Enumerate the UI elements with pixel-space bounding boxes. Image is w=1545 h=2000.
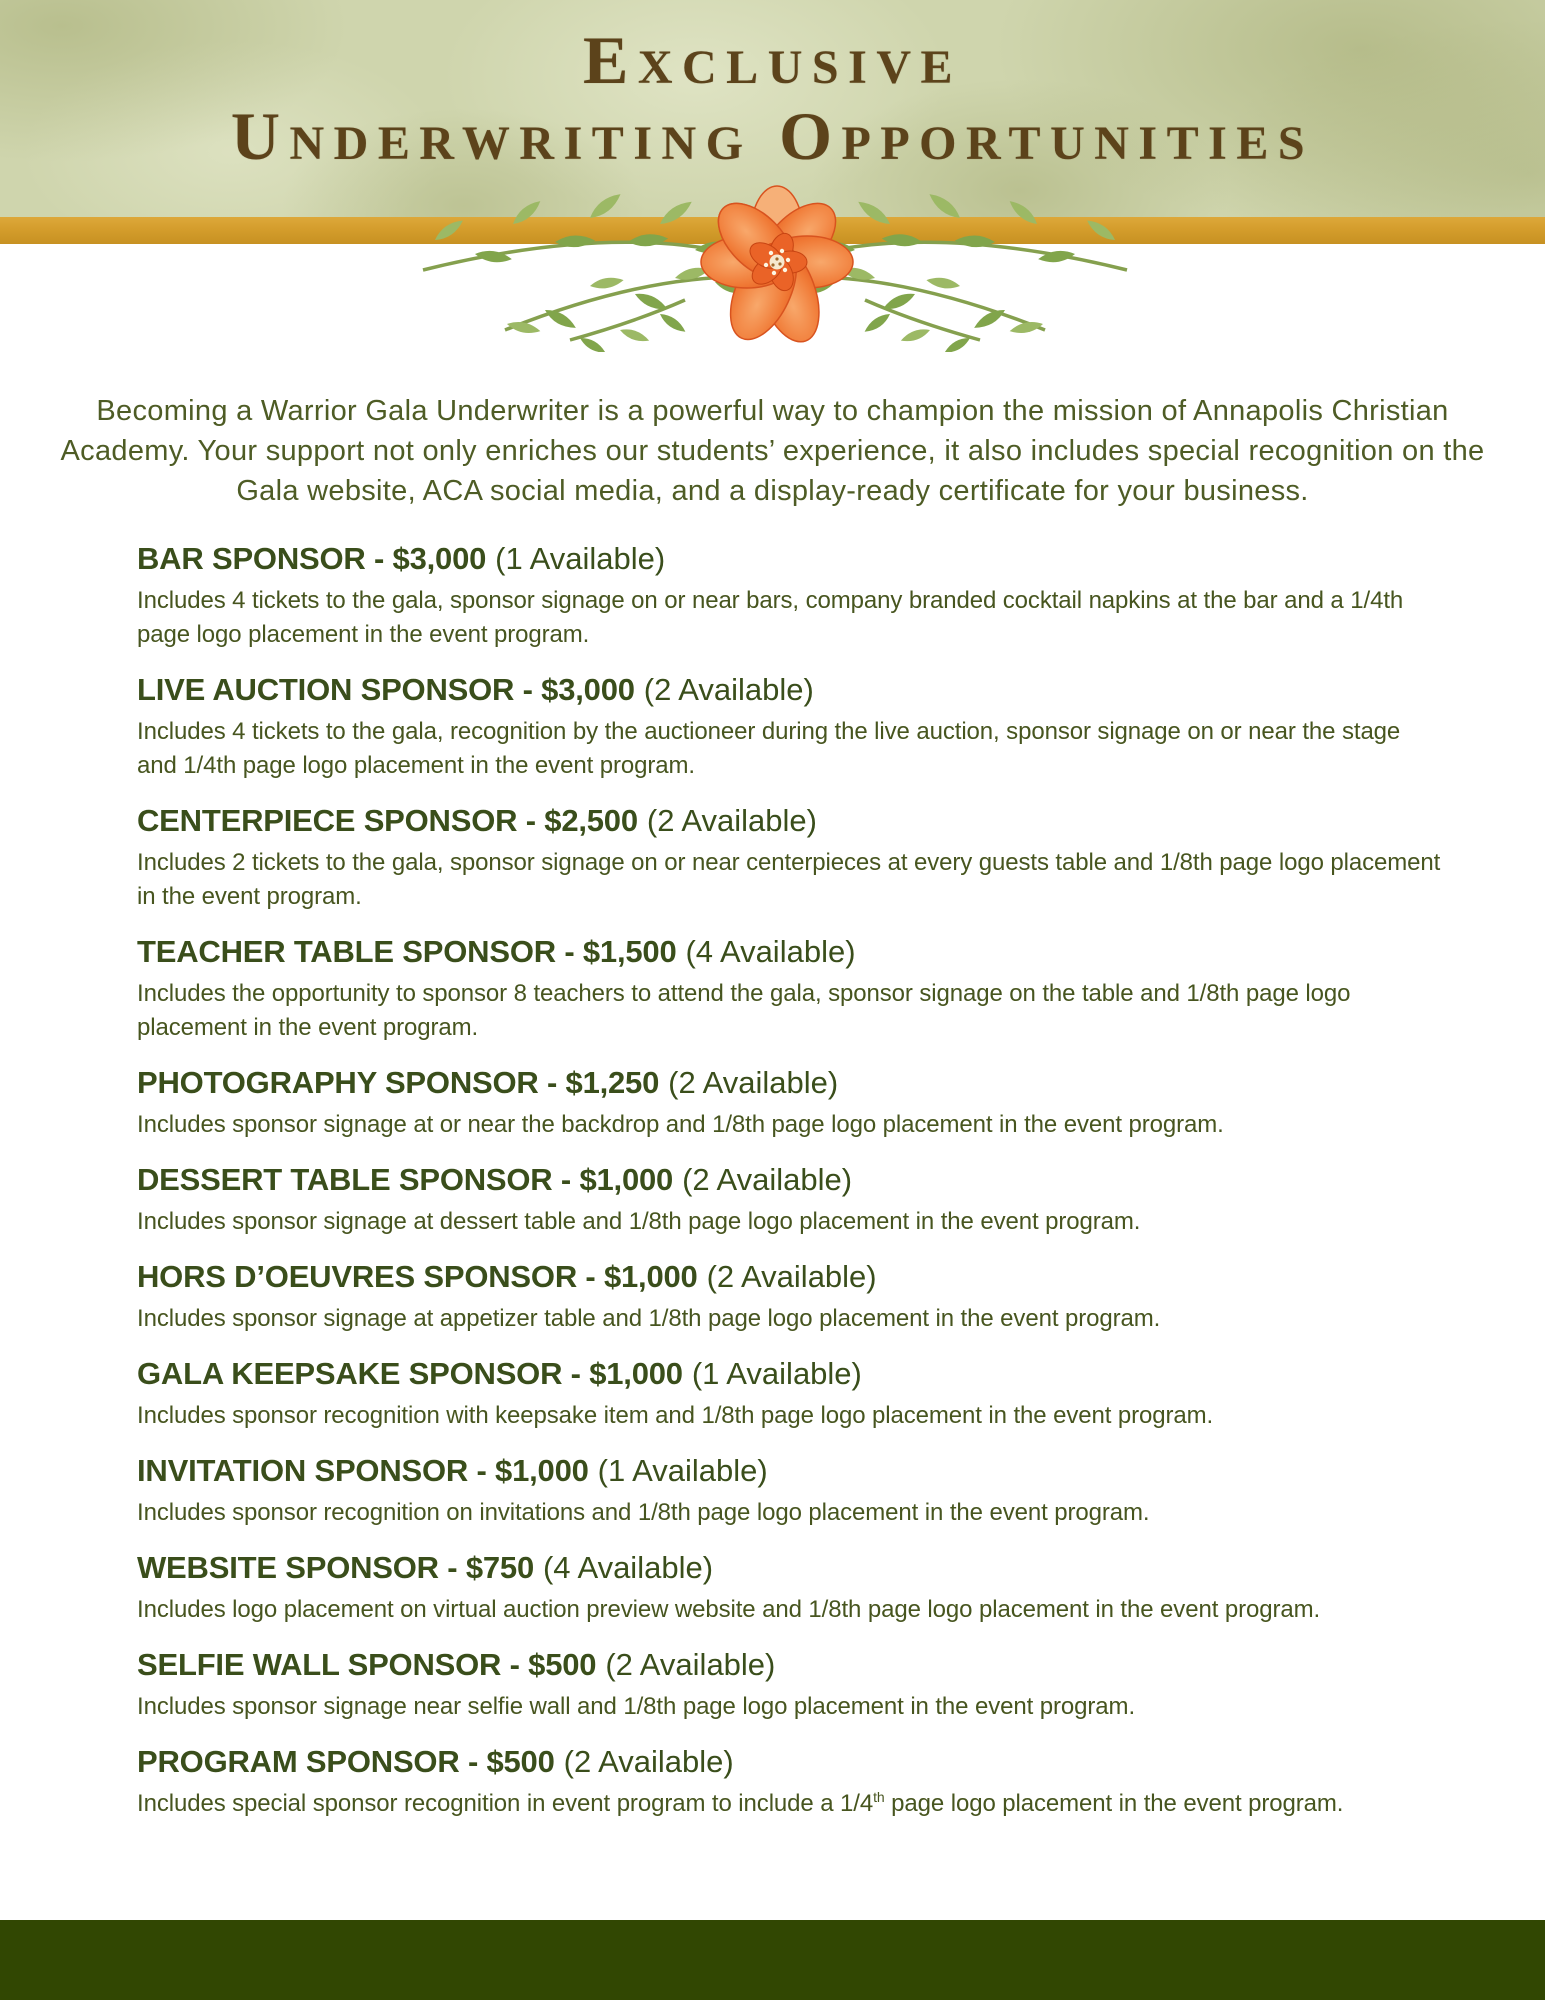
sponsor-name: GALA KEEPSAKE SPONSOR - $1,000 bbox=[137, 1356, 683, 1391]
sponsor-name: BAR SPONSOR - $3,000 bbox=[137, 541, 487, 576]
sponsor-description: Includes sponsor recognition with keepsake item and 1/8th page logo placement in the event program. bbox=[137, 1402, 1214, 1429]
sponsor-heading bbox=[137, 1548, 1445, 1588]
sponsor-availability: (2 Available) bbox=[643, 672, 814, 707]
sponsor-name: CENTERPIECE SPONSOR - $2,500 bbox=[137, 803, 638, 838]
sponsor-description: Includes 2 tickets to the gala, sponsor signage on or near centerpieces at every guests table and 1/8th page logo placement in the event program. bbox=[137, 849, 1441, 910]
sponsor-description: Includes sponsor recognition on invitations and 1/8th page logo placement in the event program. bbox=[137, 1499, 1150, 1526]
sponsor-name: DESSERT TABLE SPONSOR - $1,000 bbox=[137, 1162, 674, 1197]
sponsor-name: WEBSITE SPONSOR - $750 bbox=[137, 1550, 534, 1585]
sponsor-section-photography bbox=[137, 1063, 1445, 1142]
sponsor-heading bbox=[137, 1257, 1445, 1297]
sponsor-section-live-auction bbox=[137, 670, 1445, 783]
sponsor-name: SELFIE WALL SPONSOR - $500 bbox=[137, 1647, 597, 1682]
sponsor-availability: (2 Available) bbox=[668, 1065, 839, 1100]
sponsor-heading bbox=[137, 1063, 1445, 1103]
intro-paragraph: Becoming a Warrior Gala Underwriter is a powerful way to champion the mission of Annapolis Christian Academy. Your support not only enriches our students’ experience, it also includes special recognition on the Gala website, ACA social media, and a display-ready certificate for your business. bbox=[60, 395, 1485, 507]
floral-ornament-icon bbox=[385, 182, 1165, 352]
sponsor-section-dessert-table bbox=[137, 1160, 1445, 1239]
sponsor-section-bar bbox=[137, 539, 1445, 652]
sponsor-availability: (2 Available) bbox=[682, 1162, 853, 1197]
sponsor-description: Includes sponsor signage at appetizer table and 1/8th page logo placement in the event program. bbox=[137, 1305, 1161, 1332]
sponsor-availability: (1 Available) bbox=[495, 541, 666, 576]
sponsor-section-teacher-table bbox=[137, 932, 1445, 1045]
sponsor-name: LIVE AUCTION SPONSOR - $3,000 bbox=[137, 672, 635, 707]
sponsor-availability: (1 Available) bbox=[597, 1453, 768, 1488]
sponsor-section-centerpiece bbox=[137, 801, 1445, 914]
sponsor-description-pre: Includes special sponsor recognition in event program to include a 1/4 bbox=[137, 1790, 874, 1817]
sponsor-section-hors-doeuvres bbox=[137, 1257, 1445, 1336]
sponsor-heading bbox=[137, 801, 1445, 841]
sponsor-heading bbox=[137, 1160, 1445, 1200]
sponsor-section-website bbox=[137, 1548, 1445, 1627]
sponsor-description bbox=[137, 1787, 1445, 1821]
sponsor-heading bbox=[137, 1742, 1445, 1782]
sponsor-description: Includes sponsor signage at or near the backdrop and 1/8th page logo placement in the event program. bbox=[137, 1111, 1224, 1138]
page-title-line2: Underwriting Opportunities bbox=[230, 98, 1315, 174]
sponsor-name: PHOTOGRAPHY SPONSOR - $1,250 bbox=[137, 1065, 660, 1100]
sponsor-section-gala-keepsake bbox=[137, 1354, 1445, 1433]
sponsor-heading bbox=[137, 932, 1445, 972]
flower-icon bbox=[701, 186, 853, 350]
sponsor-name: HORS D’OEUVRES SPONSOR - $1,000 bbox=[137, 1259, 698, 1294]
sponsor-section-program bbox=[137, 1742, 1445, 1821]
sponsor-name: PROGRAM SPONSOR - $500 bbox=[137, 1744, 555, 1779]
sponsor-heading bbox=[137, 1451, 1445, 1491]
page-title-line1: Exclusive bbox=[582, 22, 963, 98]
sponsor-description: Includes the opportunity to sponsor 8 teachers to attend the gala, sponsor signage on the table and 1/8th page logo placement in the event program. bbox=[137, 980, 1351, 1041]
sponsor-description: Includes logo placement on virtual auction preview website and 1/8th page logo placement in the event program. bbox=[137, 1596, 1321, 1623]
sponsor-name: TEACHER TABLE SPONSOR - $1,500 bbox=[137, 934, 677, 969]
sponsor-name: INVITATION SPONSOR - $1,000 bbox=[137, 1453, 589, 1488]
sponsor-description-post: page logo placement in the event program. bbox=[884, 1790, 1344, 1817]
sponsor-section-selfie-wall bbox=[137, 1645, 1445, 1724]
sponsor-section-invitation bbox=[137, 1451, 1445, 1530]
sponsor-availability: (2 Available) bbox=[646, 803, 817, 838]
sponsor-availability: (2 Available) bbox=[563, 1744, 734, 1779]
sponsor-description: Includes sponsor signage near selfie wall and 1/8th page logo placement in the event program. bbox=[137, 1693, 1136, 1720]
sponsor-heading bbox=[137, 670, 1445, 710]
sponsor-description-superscript: th bbox=[873, 1789, 885, 1805]
sponsor-availability: (4 Available) bbox=[685, 934, 856, 969]
sponsor-description: Includes 4 tickets to the gala, recognition by the auctioneer during the live auction, sponsor signage on or near the stage and 1/4th page logo placement in the event program. bbox=[137, 718, 1401, 779]
sponsor-heading bbox=[137, 1645, 1445, 1685]
sponsor-list bbox=[137, 539, 1445, 1821]
sponsor-description: Includes sponsor signage at dessert table and 1/8th page logo placement in the event program. bbox=[137, 1208, 1141, 1235]
sponsor-availability: (2 Available) bbox=[605, 1647, 776, 1682]
sponsor-description: Includes 4 tickets to the gala, sponsor signage on or near bars, company branded cocktail napkins at the bar and a 1/4th page logo placement in the event program. bbox=[137, 587, 1404, 648]
footer-bar bbox=[0, 1920, 1545, 2000]
sponsor-heading bbox=[137, 1354, 1445, 1394]
sponsor-availability: (2 Available) bbox=[706, 1259, 877, 1294]
sponsor-availability: (1 Available) bbox=[691, 1356, 862, 1391]
page-title bbox=[0, 22, 1545, 174]
sponsor-availability: (4 Available) bbox=[542, 1550, 714, 1585]
sponsor-heading bbox=[137, 539, 1445, 579]
